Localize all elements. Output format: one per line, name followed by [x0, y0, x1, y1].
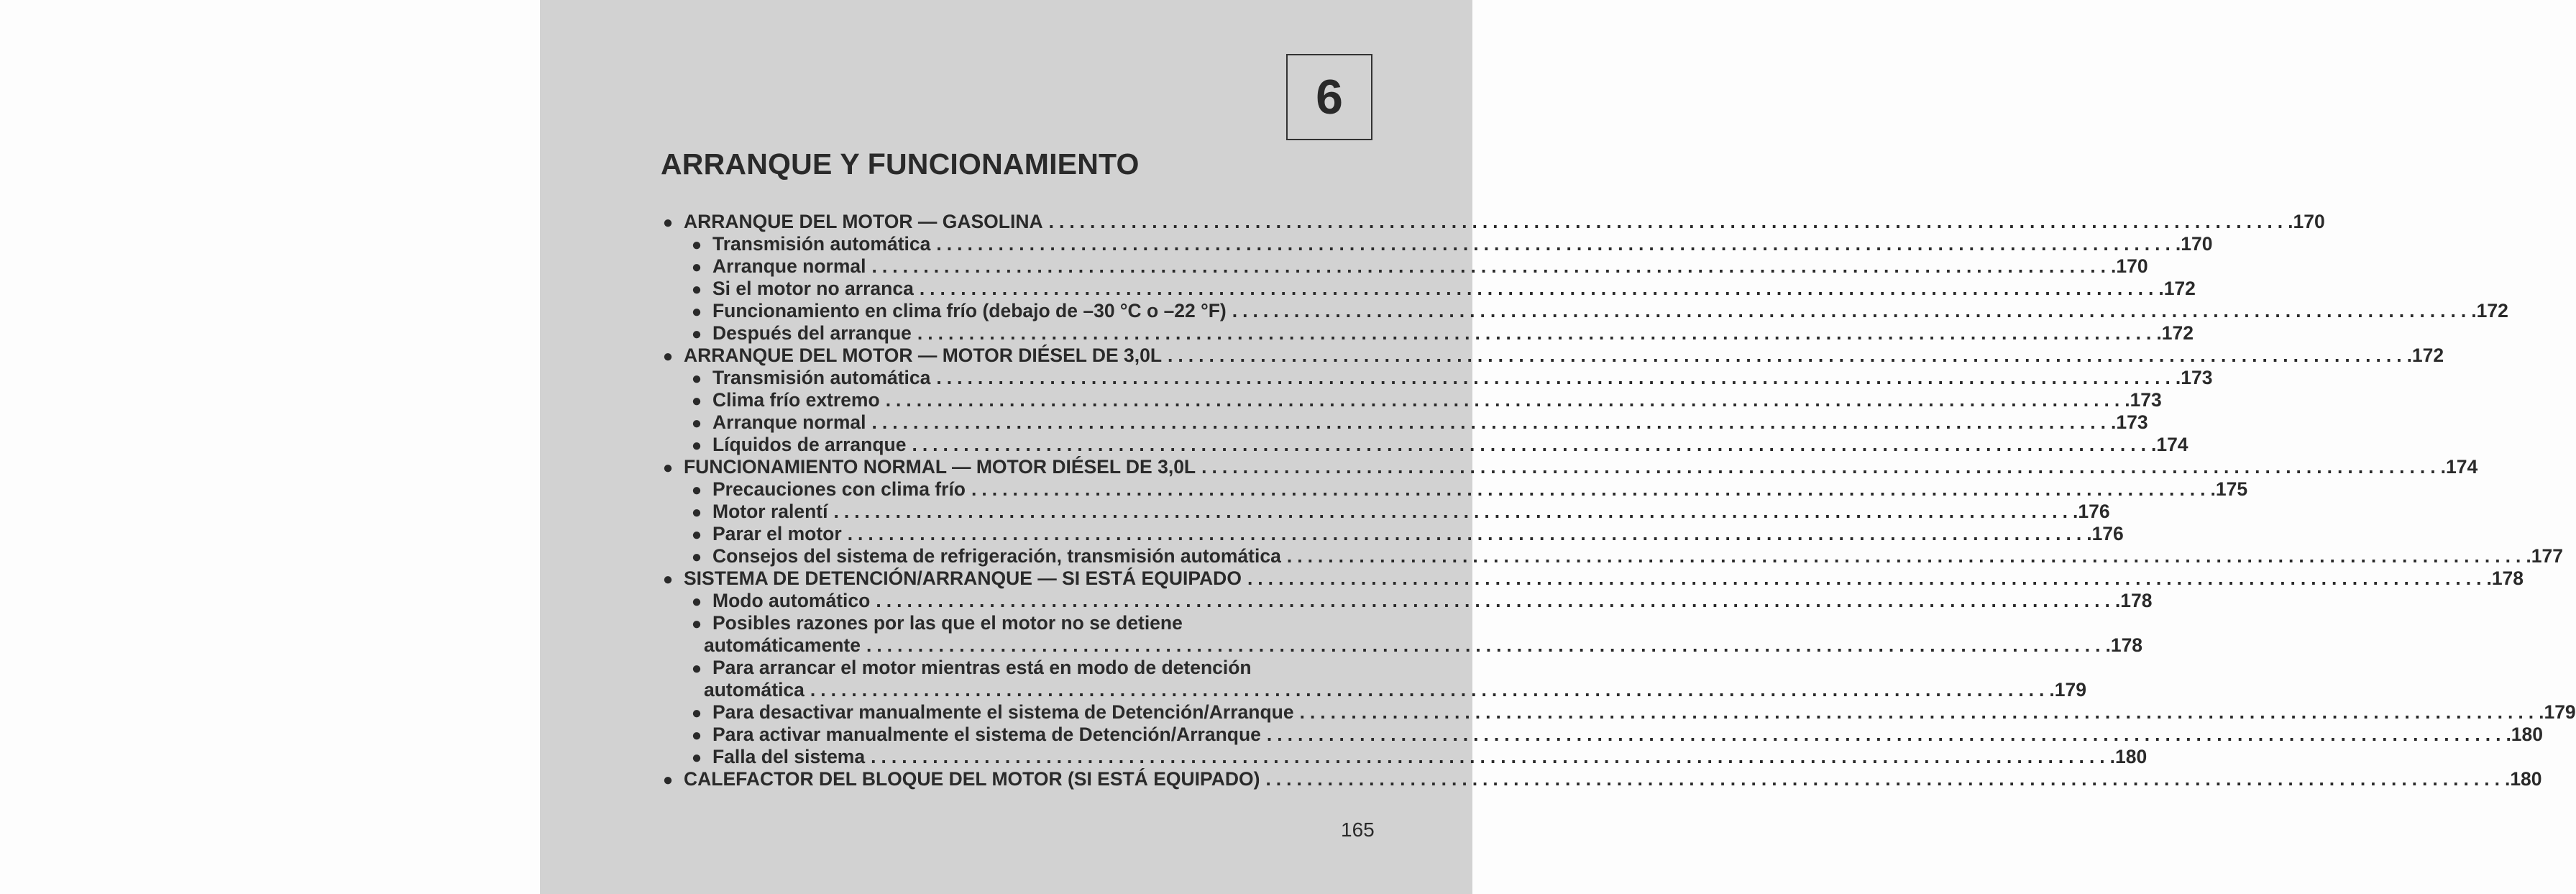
- toc-entry-page: .172: [2471, 300, 2508, 321]
- toc-entry-page: .180: [2504, 768, 2542, 790]
- toc-entry-text: Líquidos de arranque: [712, 434, 907, 455]
- toc-leader-dots: ........................................................................................................................: [1247, 567, 2487, 589]
- toc-entry-page: .170: [2111, 255, 2148, 277]
- toc-entry[interactable]: [661, 545, 2563, 567]
- toc-entry-page: .172: [2406, 345, 2444, 366]
- toc-entry[interactable]: [661, 211, 2325, 233]
- toc-entry-text: Después del arranque: [712, 322, 912, 344]
- toc-leader-dots: ........................................................................................................................: [1265, 768, 2505, 790]
- toc-entry[interactable]: [661, 612, 1374, 634]
- toc-entry-text: automáticamente: [704, 634, 861, 656]
- toc-entry-page: .180: [2109, 746, 2148, 767]
- toc-leader-dots: ........................................................................................................................: [912, 434, 2151, 455]
- toc-entry-text: ARRANQUE DEL MOTOR — MOTOR DIÉSEL DE 3,0L: [684, 345, 1163, 366]
- bullet-icon: ●: [691, 436, 702, 455]
- toc-entry[interactable]: [661, 634, 2143, 657]
- toc-leader-dots: ........................................................................................................................: [917, 322, 2157, 344]
- toc-leader-dots: ........................................................................................................................: [871, 746, 2110, 767]
- toc-entry[interactable]: [661, 701, 2576, 724]
- bullet-icon: ●: [691, 280, 702, 299]
- toc-entry-text: Precauciones con clima frío: [712, 478, 966, 500]
- toc-entry-text: Arranque normal: [712, 411, 866, 433]
- toc-entry[interactable]: [661, 367, 2213, 389]
- toc-entry[interactable]: [661, 434, 2188, 456]
- toc-entry-page: .180: [2506, 724, 2544, 745]
- toc-leader-dots: ........................................................................................................................: [810, 679, 2050, 701]
- toc-entry-page: .178: [2105, 634, 2143, 656]
- toc-entry-text: Clima frío extremo: [712, 389, 880, 411]
- toc-entry-page: .174: [2150, 434, 2188, 455]
- toc-leader-dots: ........................................................................................................................: [936, 367, 2176, 388]
- toc-entry-text: Para arrancar el motor mientras está en modo de detención: [712, 657, 1252, 678]
- toc-entry-text: Motor ralentí: [712, 501, 828, 522]
- toc-entry-page: .173: [2124, 389, 2162, 411]
- toc-leader-dots: ........................................................................................................................: [871, 411, 2112, 433]
- bullet-icon: ●: [691, 703, 702, 723]
- bullet-icon: ●: [691, 547, 702, 567]
- toc-entry[interactable]: [661, 768, 2542, 790]
- bullet-icon: ●: [662, 213, 674, 232]
- table-of-contents: [661, 211, 2576, 790]
- toc-entry[interactable]: [661, 590, 2153, 612]
- blank-left-page: [0, 0, 540, 894]
- bullet-icon: ●: [691, 369, 702, 388]
- toc-entry[interactable]: [661, 679, 2086, 701]
- bullet-icon: ●: [691, 414, 702, 433]
- toc-entry[interactable]: [661, 567, 2524, 590]
- toc-entry-text: SISTEMA DE DETENCIÓN/ARRANQUE — SI ESTÁ EQUIPADO: [684, 567, 1242, 589]
- bullet-icon: ●: [691, 659, 702, 678]
- toc-entry-page: .174: [2440, 456, 2478, 478]
- toc-leader-dots: ........................................................................................................................: [936, 233, 2176, 255]
- toc-entry-page: .170: [2175, 233, 2213, 255]
- toc-entry-page: .173: [2175, 367, 2213, 388]
- toc-entry[interactable]: [661, 523, 2124, 545]
- toc-entry-page: .179: [2539, 701, 2576, 723]
- toc-entry[interactable]: [661, 411, 2148, 434]
- toc-entry-text: Transmisión automática: [712, 367, 931, 388]
- bullet-icon: ●: [691, 302, 702, 321]
- bullet-icon: ●: [691, 257, 702, 277]
- toc-leader-dots: ........................................................................................................................: [1299, 701, 2539, 723]
- bullet-icon: ●: [662, 570, 674, 589]
- toc-entry-text: Parar el motor: [712, 523, 842, 544]
- toc-entry[interactable]: [661, 300, 2508, 322]
- toc-leader-dots: ........................................................................................................................: [1266, 724, 2506, 745]
- chapter-number: 6: [1316, 70, 1343, 124]
- bullet-icon: ●: [662, 347, 674, 366]
- toc-entry-text: Funcionamiento en clima frío (debajo de –30 °C o –22 °F): [712, 300, 1227, 321]
- toc-entry[interactable]: [661, 746, 2148, 768]
- bullet-icon: ●: [691, 391, 702, 411]
- bullet-icon: ●: [691, 614, 702, 634]
- toc-entry-text: Si el motor no arranca: [712, 278, 914, 299]
- toc-entry-page: .176: [2086, 523, 2124, 544]
- bullet-icon: ●: [691, 480, 702, 500]
- toc-entry[interactable]: [661, 322, 2194, 345]
- toc-entry-page: .179: [2049, 679, 2086, 701]
- page-number: 165: [1341, 818, 1375, 841]
- toc-entry[interactable]: [661, 724, 2544, 746]
- toc-entry-page: .175: [2210, 478, 2248, 500]
- chapter-number-box: [1286, 54, 1372, 140]
- toc-entry-text: Falla del sistema: [712, 746, 866, 767]
- toc-entry-page: .170: [2288, 211, 2325, 232]
- toc-entry-page: .177: [2526, 545, 2563, 567]
- toc-entry-text: Para activar manualmente el sistema de Detención/Arranque: [712, 724, 1261, 745]
- page-title: ARRANQUE Y FUNCIONAMIENTO: [661, 147, 1140, 181]
- toc-entry[interactable]: [661, 278, 2196, 300]
- toc-leader-dots: ........................................................................................................................: [1232, 300, 2472, 321]
- toc-leader-dots: ........................................................................................................................: [971, 478, 2211, 500]
- bullet-icon: ●: [691, 324, 702, 344]
- toc-leader-dots: ........................................................................................................................: [847, 523, 2087, 544]
- toc-leader-dots: ........................................................................................................................: [1168, 345, 2407, 366]
- toc-entry-page: .173: [2111, 411, 2148, 433]
- toc-entry-text: Transmisión automática: [712, 233, 931, 255]
- toc-leader-dots: ........................................................................................................................: [866, 634, 2106, 656]
- toc-leader-dots: ........................................................................................................................: [1048, 211, 2288, 232]
- toc-entry-text: Consejos del sistema de refrigeración, transmisión automática: [712, 545, 1281, 567]
- toc-leader-dots: ........................................................................................................................: [871, 255, 2112, 277]
- toc-leader-dots: ........................................................................................................................: [885, 389, 2125, 411]
- toc-entry-text: ARRANQUE DEL MOTOR — GASOLINA: [684, 211, 1043, 232]
- toc-entry-page: .172: [2156, 322, 2194, 344]
- toc-entry-text: Modo automático: [712, 590, 871, 611]
- toc-entry-text: automática: [704, 679, 805, 701]
- bullet-icon: ●: [691, 525, 702, 544]
- toc-entry-text: Arranque normal: [712, 255, 866, 277]
- toc-entry[interactable]: [661, 657, 1374, 679]
- bullet-icon: ●: [662, 458, 674, 478]
- toc-leader-dots: ........................................................................................................................: [876, 590, 2115, 611]
- toc-entry-page: .172: [2158, 278, 2196, 299]
- toc-entry[interactable]: [661, 501, 2110, 523]
- toc-entry-text: Posibles razones por las que el motor no se detiene: [712, 612, 1183, 634]
- toc-entry[interactable]: [661, 255, 2148, 278]
- bullet-icon: ●: [691, 592, 702, 611]
- toc-entry-page: .176: [2073, 501, 2110, 522]
- toc-entry[interactable]: [661, 478, 2248, 501]
- toc-entry-page: .178: [2486, 567, 2524, 589]
- toc-entry-text: Para desactivar manualmente el sistema de Detención/Arranque: [712, 701, 1294, 723]
- bullet-icon: ●: [662, 770, 674, 790]
- bullet-icon: ●: [691, 503, 702, 522]
- toc-entry[interactable]: [661, 456, 2478, 478]
- toc-entry-page: .178: [2114, 590, 2153, 611]
- toc-entry-text: CALEFACTOR DEL BLOQUE DEL MOTOR (SI ESTÁ EQUIPADO): [684, 768, 1260, 790]
- toc-leader-dots: ........................................................................................................................: [919, 278, 2159, 299]
- toc-entry[interactable]: [661, 233, 2213, 255]
- toc-entry[interactable]: [661, 389, 2162, 411]
- bullet-icon: ●: [691, 748, 702, 767]
- toc-entry[interactable]: [661, 345, 2444, 367]
- bullet-icon: ●: [691, 726, 702, 745]
- toc-leader-dots: ........................................................................................................................: [1286, 545, 2526, 567]
- bullet-icon: ●: [691, 235, 702, 255]
- toc-leader-dots: ........................................................................................................................: [1201, 456, 2441, 478]
- toc-leader-dots: ........................................................................................................................: [833, 501, 2073, 522]
- toc-entry-text: FUNCIONAMIENTO NORMAL — MOTOR DIÉSEL DE 3,0L: [684, 456, 1196, 478]
